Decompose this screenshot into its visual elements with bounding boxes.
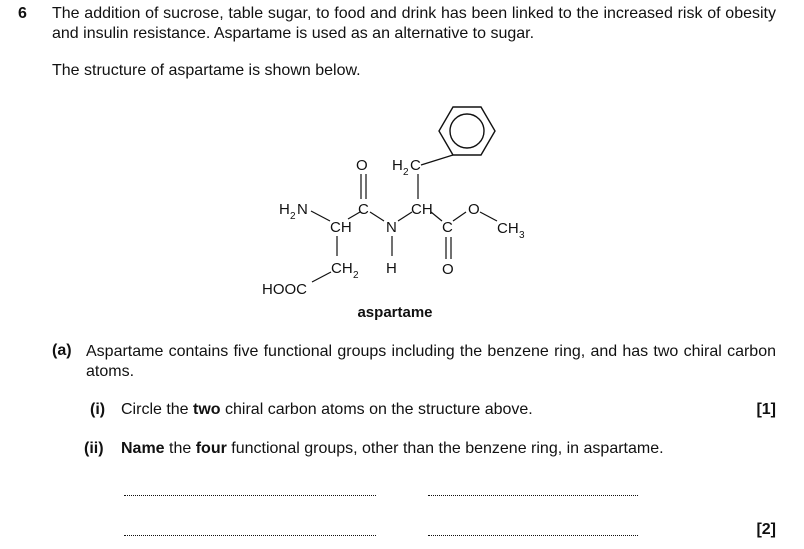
sub-i-marks: [1] [756, 401, 776, 418]
atom-h2n-h: H [279, 201, 290, 218]
part-a-text: Aspartame contains five functional groups including the benzene ring, and has two chiral carbon atoms. [86, 343, 776, 380]
bond-ring-ch2 [421, 155, 453, 165]
sub-i-text: Circle the two chiral carbon atoms on the structure above. [121, 401, 533, 418]
aspartame-structure [240, 98, 560, 328]
atom-h2n-sub: 2 [290, 211, 296, 222]
part-a-label: (a) [52, 342, 72, 359]
structure-intro: The structure of aspartame is shown below. [52, 62, 361, 79]
atom-ester-c: C [442, 219, 453, 236]
atom-hooc: HOOC [262, 281, 307, 298]
atom-h2n-n: N [297, 201, 308, 218]
molecule-caption: aspartame [357, 304, 433, 321]
bond-o-ch3 [480, 212, 497, 221]
atom-ch-right: CH [411, 201, 433, 218]
atom-h2c-h: H [392, 157, 403, 174]
answer-line-4[interactable] [428, 535, 638, 536]
answer-line-2[interactable] [428, 495, 638, 496]
bond-c-n [370, 212, 384, 221]
sub-i-label: (i) [90, 401, 106, 418]
question-intro: The addition of sucrose, table sugar, to food and drink has been linked to the increased risk of obesity and insulin resistance. Aspartame is used as an alternative to sugar. [52, 5, 776, 42]
sub-ii-label: (ii) [84, 440, 104, 457]
atom-o-bottom: O [442, 261, 454, 278]
atom-ch3: CH [497, 220, 519, 237]
atom-h-amide: H [386, 260, 397, 277]
atom-h2c-sub: 2 [403, 167, 409, 178]
benzene-inner-circle [450, 114, 484, 148]
atom-ch3-sub: 3 [519, 230, 525, 241]
bond-ch2-cooh [312, 272, 331, 282]
atom-ch-left: CH [330, 219, 352, 236]
atom-ester-o: O [468, 201, 480, 218]
answer-line-1[interactable] [124, 495, 376, 496]
atom-carbonyl-c: C [358, 201, 369, 218]
bond-n-ch [311, 211, 330, 221]
sub-ii-marks: [2] [756, 521, 776, 538]
atom-h2c-c: C [410, 157, 421, 174]
atom-n-amide: N [386, 219, 397, 236]
question-number: 6 [18, 5, 27, 22]
atom-ch2-sub: 2 [353, 270, 359, 281]
bond-n-ch-right [398, 212, 412, 221]
bond-c-o-ester [453, 212, 466, 221]
atom-o-top: O [356, 157, 368, 174]
atom-ch2: CH [331, 260, 353, 277]
answer-line-3[interactable] [124, 535, 376, 536]
sub-ii-text: Name the four functional groups, other than the benzene ring, in aspartame. [121, 440, 664, 457]
